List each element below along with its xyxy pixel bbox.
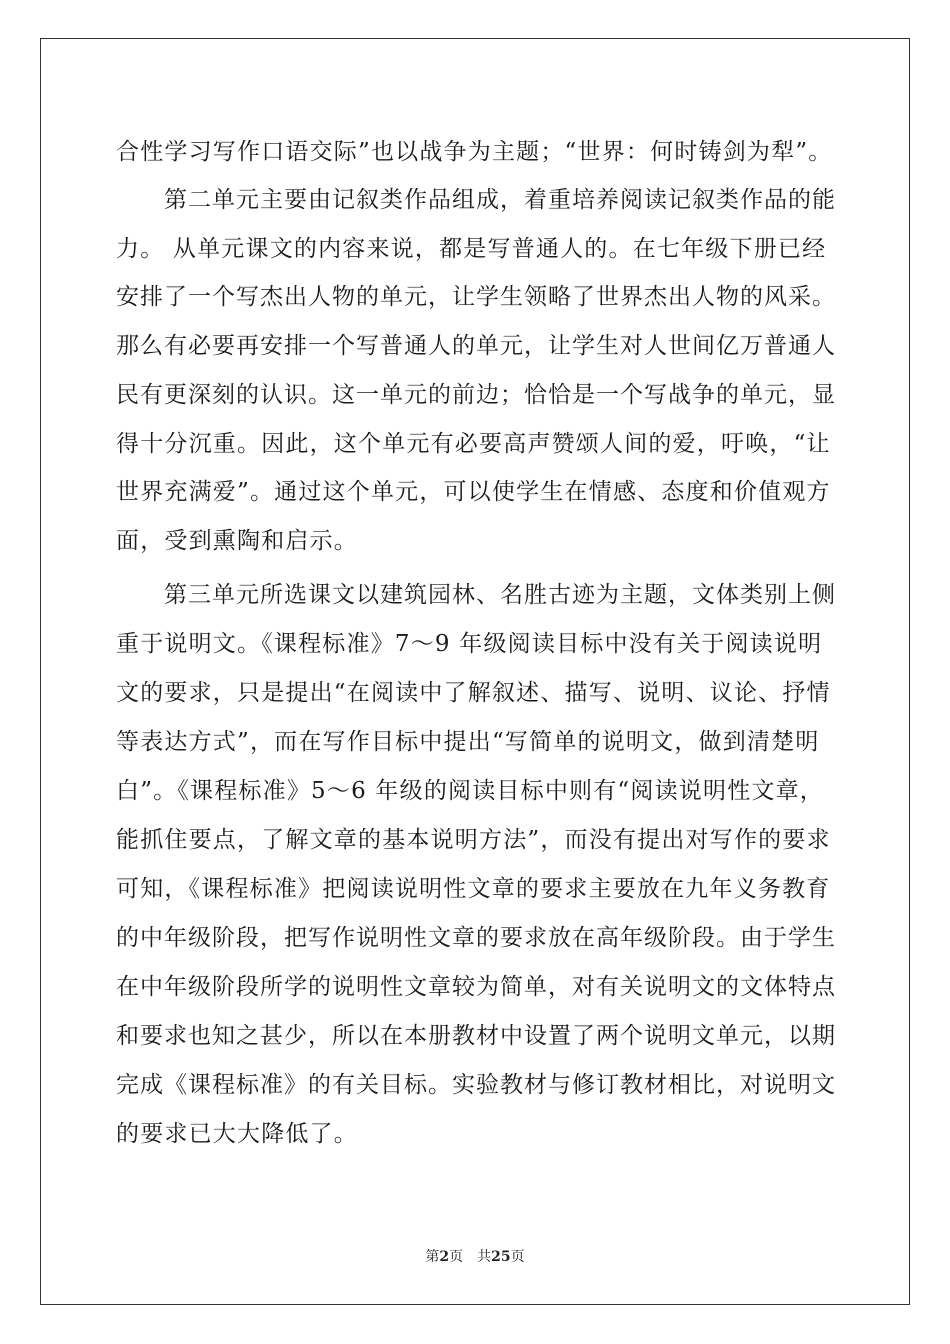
- text-line: 的中年级阶段，把写作说明性文章的要求放在高年级阶段。由于学生: [116, 925, 836, 951]
- text-line: 世界充满爱”。通过这个单元，可以使学生在情感、态度和价值观方: [116, 479, 831, 505]
- page-prefix: 第: [425, 1249, 440, 1265]
- text-line: 的要求已大大降低了。: [116, 1121, 358, 1147]
- text-line: 合性学习写作口语交际”也以战争为主题；“世界：何时铸剑为犁”。: [116, 139, 833, 165]
- text-line: 力。 从单元课文的内容来说，都是写普通人的。在七年级下册已经: [116, 236, 827, 262]
- page-number: 2: [439, 1249, 450, 1265]
- text-line: 能抓住要点，了解文章的基本说明方法”，而没有提出对写作的要求: [116, 827, 831, 853]
- text-line: 第三单元所选课文以建筑园林、名胜古迹为主题，文体类别上侧: [116, 582, 836, 608]
- text-line: 面，受到熏陶和启示。: [116, 528, 358, 554]
- text-line: 完成《课程标准》的有关目标。实验教材与修订教材相比，对说明文: [116, 1072, 836, 1098]
- total-unit: 页: [510, 1249, 525, 1265]
- text-line: 重于说明文。《课程标准》7～9 年级阅读目标中没有关于阅读说明: [116, 631, 823, 657]
- page-border: [40, 38, 910, 1305]
- page-total: 25: [491, 1249, 511, 1265]
- text-line: 安排了一个写杰出人物的单元，让学生领略了世界杰出人物的风采。: [116, 284, 836, 310]
- text-line: 白”。《课程标准》5～6 年级的阅读目标中则有“阅读说明性文章，: [116, 778, 824, 804]
- text-line: 等表达方式”，而在写作目标中提出“写简单的说明文，做到清楚明: [116, 729, 820, 755]
- text-line: 那么有必要再安排一个写普通人的单元，让学生对人世间亿万普通人: [116, 333, 836, 359]
- text-line: 可知，《课程标准》把阅读说明性文章的要求主要放在九年义务教育: [116, 876, 831, 902]
- page-unit: 页: [449, 1249, 464, 1265]
- text-line: 得十分沉重。因此，这个单元有必要高声赞颂人间的爱，吁唤，“让: [116, 431, 831, 457]
- page-footer: [0, 1248, 950, 1266]
- text-line: 在中年级阶段所学的说明性文章较为简单，对有关说明文的文体特点: [116, 974, 836, 1000]
- text-line: 和要求也知之甚少，所以在本册教材中设置了两个说明文单元，以期: [116, 1023, 836, 1049]
- text-line: 民有更深刻的认识。这一单元的前边；恰恰是一个写战争的单元，显: [116, 382, 836, 408]
- text-line: 第二单元主要由记叙类作品组成，着重培养阅读记叙类作品的能: [116, 187, 836, 213]
- total-prefix: 共: [477, 1249, 492, 1265]
- text-line: 文的要求，只是提出“在阅读中了解叙述、描写、说明、议论、抒情: [116, 680, 831, 706]
